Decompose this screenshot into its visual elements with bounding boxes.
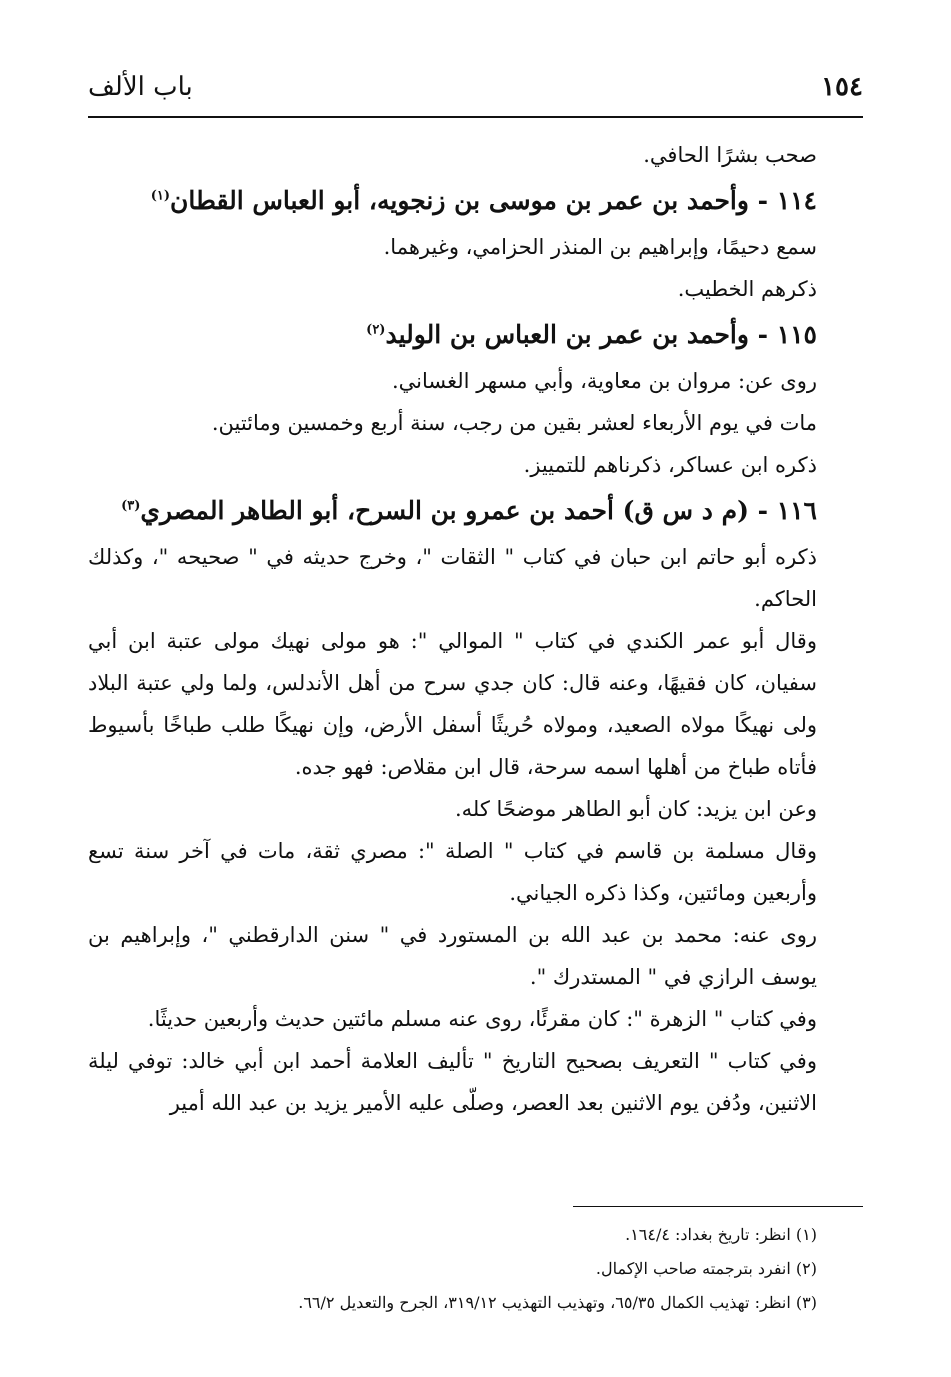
footnote: (٣) انظر: تهذيب الكمال ٦٥/٣٥، وتهذيب التهذيب ٣١٩/١٢، الجرح والتعديل ٦٦/٢.: [298, 1293, 817, 1312]
footnote-marker: (٢): [366, 322, 386, 338]
paragraph: ذكره أبو حاتم ابن حبان في كتاب " الثقات "، وخرج حديثه في " صحيحه "، وكذلك الحاكم.: [88, 545, 817, 611]
paragraph: وعن ابن يزيد: كان أبو الطاهر موضحًا كله.: [454, 797, 817, 821]
paragraph: وقال مسلمة بن قاسم في كتاب " الصلة ": مصري ثقة، مات في آخر سنة تسع وأربعين ومائتين، وكذا ذكره الجياني.: [88, 839, 817, 905]
paragraph: روى عنه: محمد بن عبد الله بن المستورد في " سنن الدارقطني "، وإبراهيم بن يوسف الرازي في " المستدرك ".: [88, 923, 817, 989]
paragraph: وفي كتاب " التعريف بصحيح التاريخ " تأليف العلامة أحمد ابن أبي خالد: توفي ليلة الاثنين، ودُفن يوم الاثنين بعد العصر، وصلّى عليه الأمير يزيد بن عبد الله أمير: [88, 1049, 817, 1115]
paragraph: ذكره ابن عساكر، ذكرناهم للتمييز.: [523, 453, 817, 477]
entry-heading: [88, 486, 863, 536]
paragraph: مات في يوم الأربعاء لعشر بقين من رجب، سنة أربع وخمسين ومائتين.: [211, 411, 817, 435]
footnote-divider: [573, 1206, 863, 1207]
paragraph: وقال أبو عمر الكندي في كتاب " الموالي ": هو مولى نهيك مولى عتبة ابن أبي سفيان، كان فقيهًا، وعنه قال: كان جدي سرح من أهل الأندلس، ولما ولي عتبة البلاد ولى نهيكًا مولاه الصعيد، ومولاه حُريثًا أسفل الأرض، وإن نهيكًا طلب طباخًا بأسيوط فأتاه طباخ من أهلها اسمه سرحة، قال ابن مقلاص: فهو جده.: [88, 629, 817, 779]
running-header: [88, 72, 863, 112]
paragraph: ذكرهم الخطيب.: [677, 277, 817, 301]
footnote: (١) انظر: تاريخ بغداد: ١٦٤/٤.: [625, 1225, 817, 1244]
chapter-title: باب الألف: [88, 72, 193, 102]
footnote: (٢) انفرد بترجمته صاحب الإكمال.: [595, 1259, 817, 1278]
entry-heading: [88, 176, 863, 226]
header-divider: [88, 116, 863, 118]
footnote-marker: (١): [150, 188, 170, 204]
entry-heading-text: ١١٤ - وأحمد بن عمر بن موسى بن زنجويه، أبو العباس القطان: [169, 186, 817, 215]
page-number: ١٥٤: [821, 72, 863, 102]
paragraph: وفي كتاب " الزهرة ": كان مقرئًا، روى عنه مسلم مائتين حديث وأربعين حديثًا.: [147, 1007, 817, 1031]
paragraph: صحب بشرًا الحافي.: [643, 143, 817, 167]
entry-heading-text: ١١٦ - (م د س ق) أحمد بن عمرو بن السرح، أبو الطاهر المصري: [140, 496, 817, 525]
entry-heading-text: ١١٥ - وأحمد بن عمر بن العباس بن الوليد: [385, 320, 817, 349]
footnotes: [88, 1218, 863, 1320]
footnote-marker: (٣): [121, 498, 141, 514]
entry-heading: [88, 310, 863, 360]
paragraph: سمع دحيمًا، وإبراهيم بن المنذر الحزامي، وغيرهما.: [383, 235, 817, 259]
paragraph: روى عن: مروان بن معاوية، وأبي مسهر الغساني.: [392, 369, 817, 393]
main-text: [88, 134, 863, 1124]
